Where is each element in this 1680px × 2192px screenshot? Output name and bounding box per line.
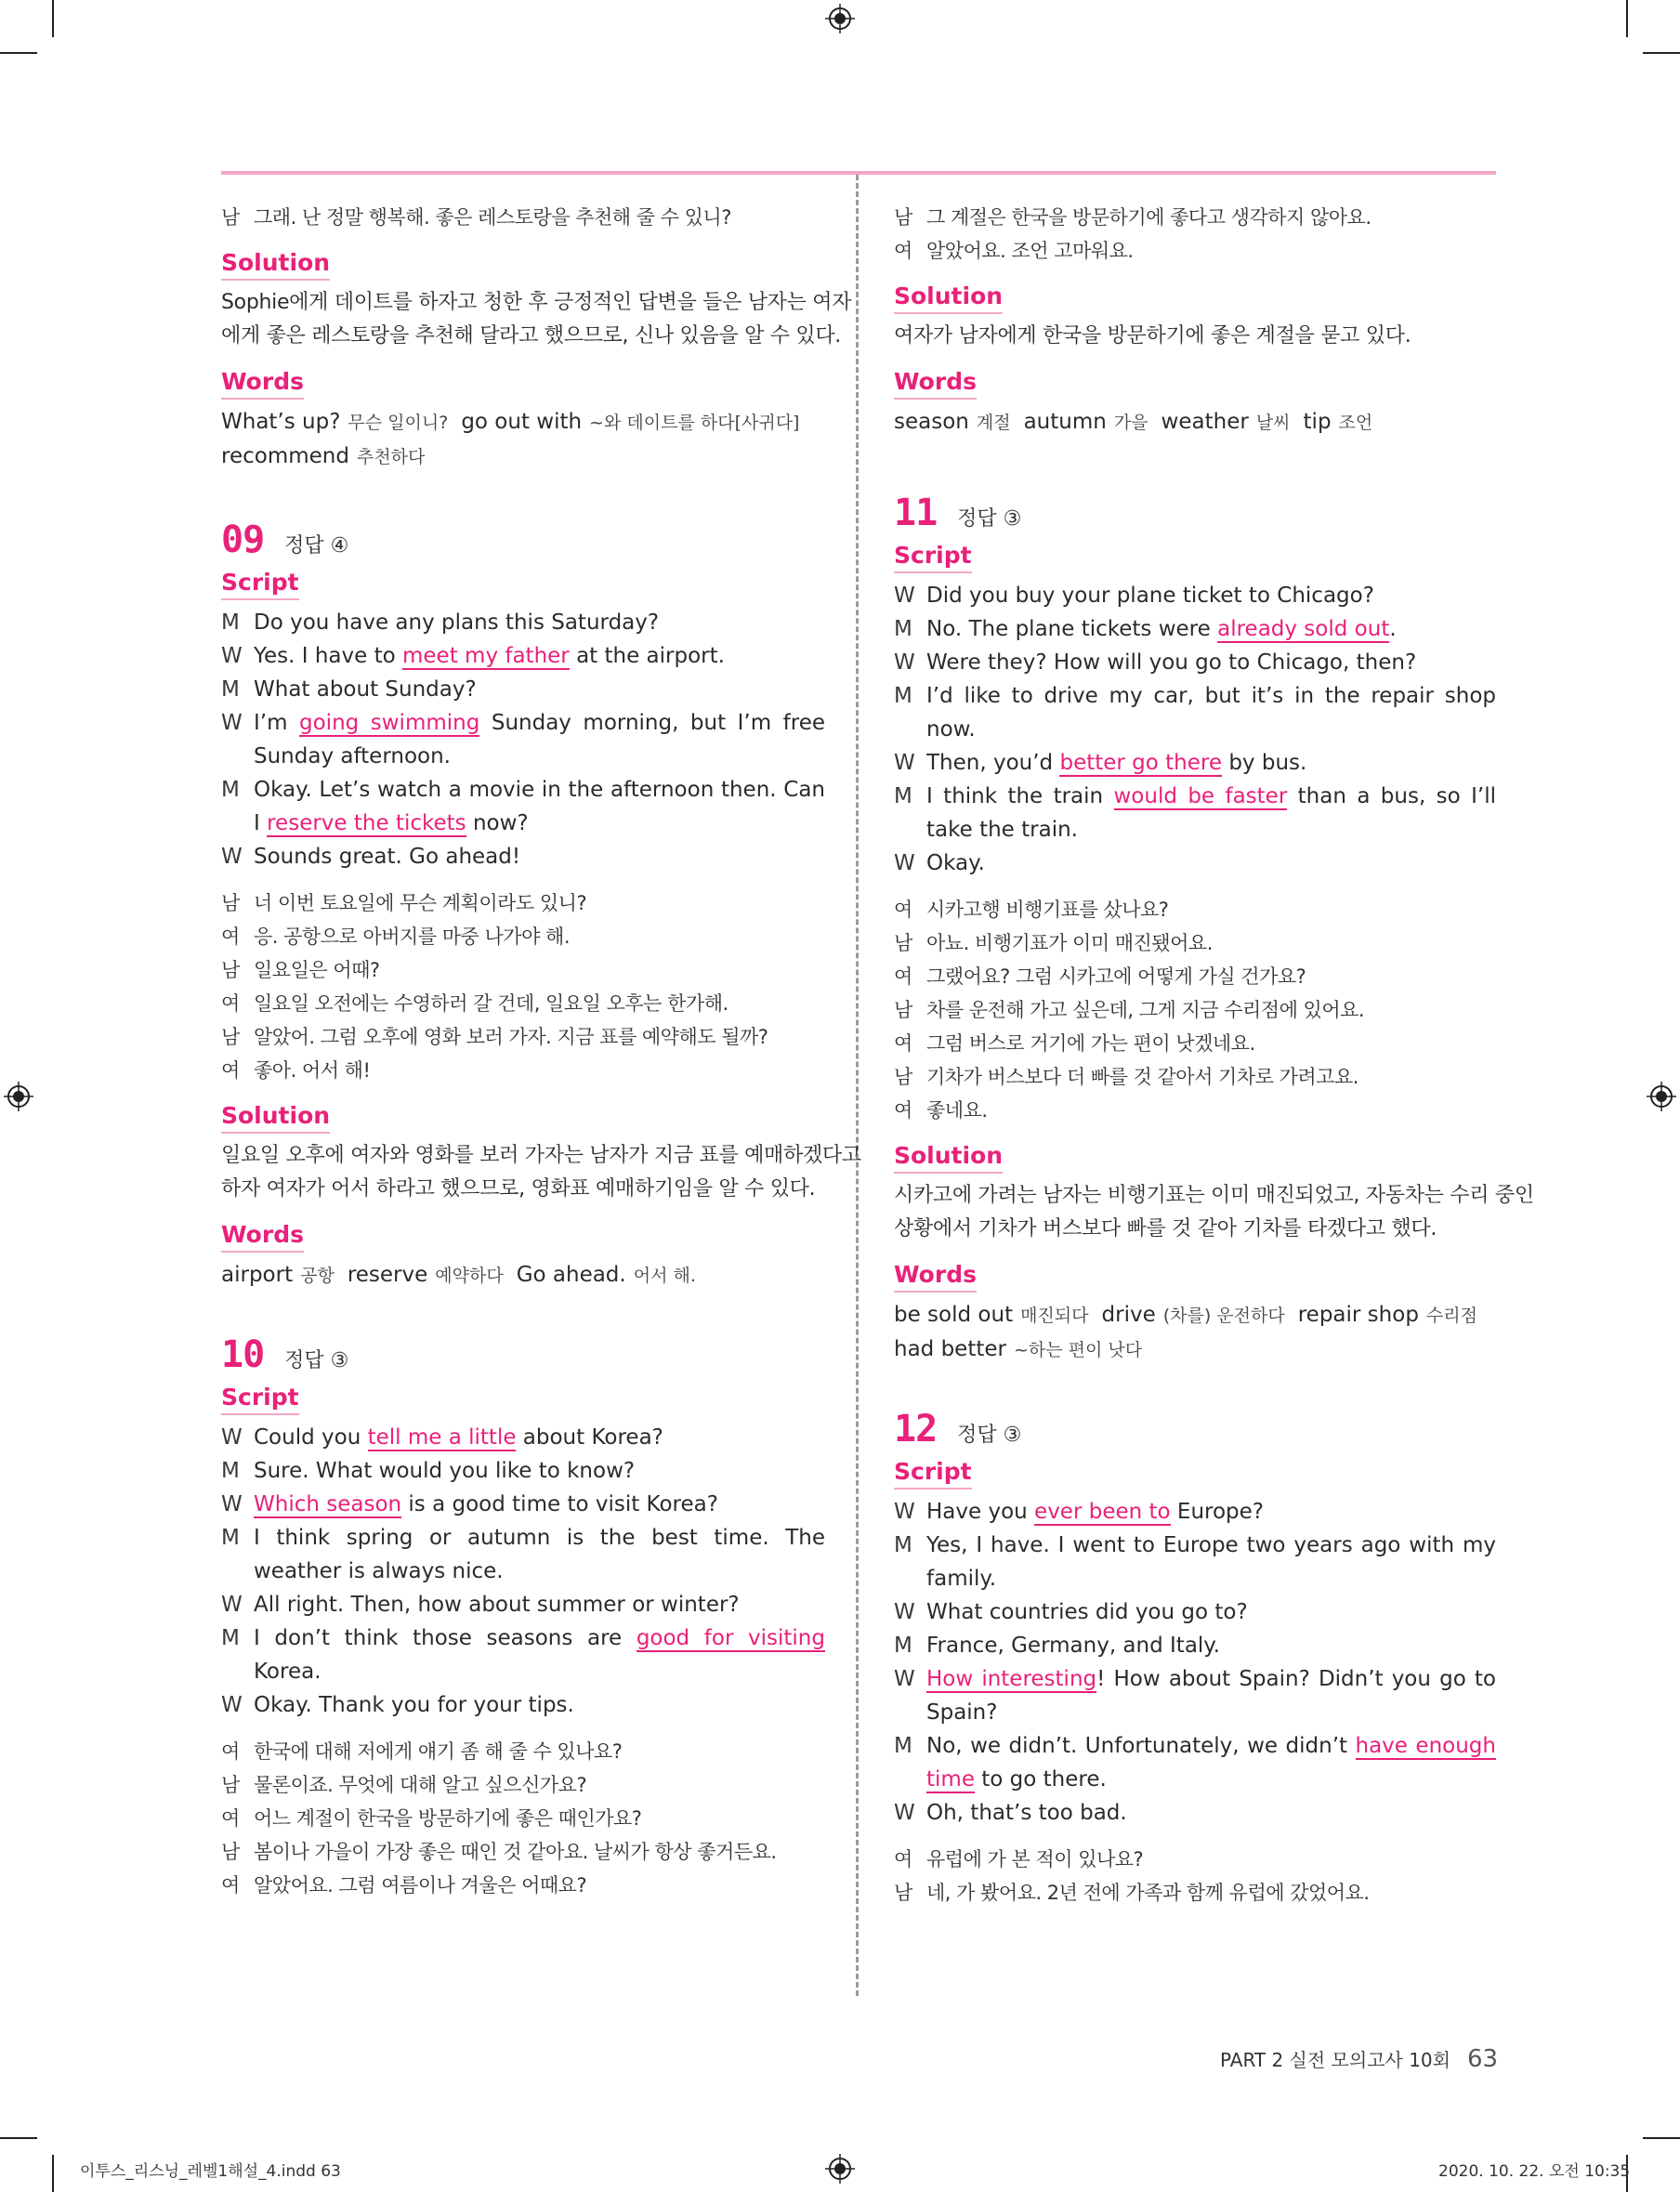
speaker-label: 여: [894, 1099, 912, 1122]
translation-line: [221, 1020, 825, 1054]
solution-text: [894, 320, 1496, 353]
text-run: Korea.: [254, 1660, 322, 1684]
solution-line: 하자 여자가 어서 하라고 했으므로, 영화표 예매하기임을 알 수 있다.: [221, 1177, 816, 1201]
script-line: [221, 673, 825, 706]
word-korean: 매진되다: [1020, 1306, 1089, 1326]
script-line: [894, 579, 1496, 612]
script-line: [894, 746, 1496, 780]
solution-line: 여자가 남자에게 한국을 방문하기에 좋은 계절을 묻고 있다.: [894, 324, 1411, 348]
word-korean: (차를) 운전하다: [1162, 1306, 1285, 1326]
script-text: [926, 679, 1496, 746]
translation-line: [221, 886, 825, 920]
text-run: Yes, I have. I went to Europe two years ago with my family.: [926, 1533, 1496, 1591]
text-run: Oh, that’s too bad.: [926, 1801, 1127, 1825]
script-text: [926, 1495, 1496, 1529]
translation-text: 물론이죠. 무엇에 대해 알고 싶으신가요?: [254, 1774, 587, 1796]
highlighted-phrase: reserve the tickets: [267, 811, 466, 835]
script-text: [254, 1688, 825, 1722]
translation-line: [894, 960, 1496, 993]
translation-line: [221, 1768, 825, 1802]
text-run: Sunday morning, but I’m free Sunday afternoon.: [254, 711, 825, 768]
script: [221, 1421, 825, 1722]
crop-mark: [52, 0, 54, 37]
speaker-label: M: [221, 677, 240, 702]
speaker-label: 여: [221, 1807, 240, 1830]
column-divider: [856, 175, 859, 1996]
solution-text: [221, 1139, 861, 1206]
translation-line: [221, 201, 825, 234]
script-line: [894, 1662, 1496, 1729]
script-text: [926, 646, 1496, 679]
question-header: [894, 1406, 1496, 1452]
top-rule: [221, 171, 1496, 175]
words-label: Words: [894, 1259, 977, 1293]
highlighted-phrase: going swimming: [299, 711, 480, 735]
word-english: had better: [894, 1337, 1006, 1361]
translation-text: 기차가 버스보다 더 빠를 것 같아서 기차로 가려고요.: [926, 1066, 1358, 1088]
highlighted-phrase: meet my father: [402, 644, 570, 668]
answer-label: 정답 ③: [284, 1349, 349, 1372]
script-line: [221, 1488, 825, 1521]
script-text: [926, 1529, 1496, 1595]
translation-line: [894, 234, 1496, 268]
translation-text: 일요일 오전에는 수영하러 갈 건데, 일요일 오후는 한가해.: [254, 992, 728, 1015]
speaker-label: M: [894, 784, 912, 808]
text-run: France, Germany, and Italy.: [926, 1634, 1220, 1658]
word-english: recommend: [221, 444, 349, 468]
translation-text: 응. 공항으로 아버지를 마중 나가야 해.: [254, 925, 571, 948]
word-english: be sold out: [894, 1303, 1014, 1327]
text-run: What countries did you go to?: [926, 1600, 1248, 1624]
translation-text: 알았어요. 조언 고마워요.: [926, 240, 1134, 262]
word-english: autumn: [1023, 410, 1107, 434]
script-line: [894, 612, 1496, 646]
speaker-label: 여: [894, 1848, 912, 1870]
word-korean: 어서 해.: [633, 1266, 696, 1286]
crop-mark: [0, 52, 37, 54]
text-run: I’d like to drive my car, but it’s in the repair shop now.: [926, 684, 1496, 742]
text-run: What about Sunday?: [254, 677, 477, 702]
translation-text: 너 이번 토요일에 무슨 계획이라도 있니?: [254, 892, 587, 914]
text-run: Okay.: [926, 851, 985, 875]
speaker-label: 여: [894, 1032, 912, 1055]
speaker-label: W: [894, 1500, 915, 1524]
text-run: I think spring or autumn is the best time. The weather is always nice.: [254, 1526, 825, 1583]
translation-line: [221, 1802, 825, 1835]
word-english: go out with: [461, 410, 583, 434]
text-run: All right. Then, how about summer or winter?: [254, 1593, 740, 1617]
registration-mark-icon: [825, 2154, 855, 2184]
speaker-label: 여: [221, 1059, 240, 1082]
text-run: at the airport.: [569, 644, 725, 668]
translation-line: [221, 987, 825, 1020]
translation-line: [221, 1869, 825, 1902]
intro-translation: [894, 201, 1496, 268]
script-line: [894, 1595, 1496, 1629]
text-run: Yes. I have to: [254, 644, 402, 668]
question-header: [221, 1332, 825, 1378]
translation-line: [894, 201, 1496, 234]
highlighted-phrase: would be faster: [1113, 784, 1288, 808]
word-korean: 계절: [976, 413, 1011, 433]
highlighted-phrase: have enough time: [926, 1734, 1496, 1792]
translation-line: [894, 1094, 1496, 1127]
script-text: [254, 706, 825, 773]
speaker-label: 남: [221, 959, 240, 981]
speaker-label: 남: [221, 206, 240, 229]
speaker-label: M: [894, 1634, 912, 1658]
speaker-label: 남: [221, 1774, 240, 1796]
speaker-label: 남: [894, 1066, 912, 1088]
script-text: [254, 1421, 825, 1454]
text-run: Have you: [926, 1500, 1035, 1524]
solution-label: Solution: [894, 1140, 1003, 1174]
speaker-label: W: [221, 644, 243, 668]
text-run: about Korea?: [516, 1425, 663, 1450]
script-line: [894, 1529, 1496, 1595]
script-text: [926, 1662, 1496, 1729]
speaker-label: W: [894, 650, 915, 675]
answer-label: 정답 ③: [957, 507, 1022, 531]
solution-line: 상황에서 기차가 버스보다 빠를 것 같아 기차를 타겠다고 했다.: [894, 1217, 1437, 1240]
word-korean: 추천하다: [356, 447, 426, 467]
translation-text: 그 계절은 한국을 방문하기에 좋다고 생각하지 않아요.: [926, 206, 1372, 229]
speaker-label: W: [221, 1492, 243, 1516]
word-english: season: [894, 410, 969, 434]
page-footer: [1220, 2045, 1498, 2073]
word-korean: 예약하다: [435, 1266, 504, 1286]
speaker-label: 여: [221, 1740, 240, 1763]
translation-text: 좋네요.: [926, 1099, 988, 1122]
script-line: [894, 679, 1496, 746]
words-line: [221, 440, 825, 474]
left-column: [221, 201, 861, 1902]
translation-line: [221, 1735, 825, 1768]
crop-mark: [52, 2155, 54, 2192]
translation-line: [894, 1843, 1496, 1876]
speaker-label: W: [894, 1600, 915, 1624]
translation: [221, 886, 825, 1087]
script-text: [254, 773, 825, 840]
script-line: [894, 1796, 1496, 1830]
answer-label: 정답 ④: [284, 534, 349, 558]
text-run: now?: [466, 811, 529, 835]
script-line: [894, 1629, 1496, 1662]
crop-mark: [1626, 0, 1628, 37]
question-number: 12: [894, 1408, 938, 1450]
text-run: by bus.: [1222, 751, 1307, 775]
highlighted-phrase: How interesting: [926, 1667, 1097, 1691]
script-line: [894, 1495, 1496, 1529]
translation-text: 유럽에 가 본 적이 있나요?: [926, 1848, 1144, 1870]
script-text: [926, 579, 1496, 612]
script-line: [221, 1454, 825, 1488]
translation-line: [221, 1054, 825, 1087]
speaker-label: M: [221, 778, 240, 802]
page-number: 63: [1466, 2045, 1499, 2073]
speaker-label: M: [894, 684, 912, 708]
text-run: to go there.: [974, 1767, 1107, 1792]
script-text: [926, 746, 1496, 780]
script-line: [221, 840, 825, 873]
text-run: Okay. Let’s watch a movie in the afternoon then. Can I: [254, 778, 825, 835]
speaker-label: 남: [221, 892, 240, 914]
script-text: [926, 1729, 1496, 1796]
solution-line: 일요일 오후에 여자와 영화를 보러 가자는 남자가 지금 표를 예매하겠다고: [221, 1144, 861, 1167]
translation: [221, 1735, 825, 1902]
translation-text: 어느 계절이 한국을 방문하기에 좋은 때인가요?: [254, 1807, 642, 1830]
text-run: Sure. What would you like to know?: [254, 1459, 636, 1483]
script-label: Script: [894, 540, 972, 573]
script-label: Script: [221, 1382, 299, 1415]
speaker-label: W: [894, 1801, 915, 1825]
script-text: [926, 847, 1496, 880]
speaker-label: 여: [894, 240, 912, 262]
answer-label: 정답 ③: [957, 1424, 1022, 1447]
slug-filename: 이투스_리스닝_레벨1해설_4.indd 63: [80, 2162, 341, 2181]
solution-line: 시카고에 가려는 남자는 비행기표는 이미 매진되었고, 자동차는 수리 중인: [894, 1184, 1534, 1207]
speaker-label: 남: [894, 932, 912, 954]
highlighted-phrase: good for visiting: [636, 1626, 825, 1650]
words-line: [894, 405, 1496, 440]
text-run: Did you buy your plane ticket to Chicago?: [926, 584, 1374, 608]
script-text: [926, 780, 1496, 847]
highlighted-phrase: tell me a little: [367, 1425, 517, 1450]
text-run: Then, you’d: [926, 751, 1060, 775]
script-text: [926, 1796, 1496, 1830]
script-line: [221, 606, 825, 639]
script-line: [894, 780, 1496, 847]
script-text: [926, 1595, 1496, 1629]
translation-text: 알았어요. 그럼 여름이나 겨울은 어때요?: [254, 1874, 587, 1897]
translation-text: 알았어. 그럼 오후에 영화 보러 가자. 지금 표를 예약해도 될까?: [254, 1026, 768, 1048]
part-title: PART 2 실전 모의고사 10회: [1220, 2049, 1450, 2071]
speaker-label: 여: [221, 992, 240, 1015]
speaker-label: 여: [221, 1874, 240, 1897]
text-run: No, we didn’t. Unfortunately, we didn’t: [926, 1734, 1356, 1758]
translation-line: [894, 1060, 1496, 1094]
speaker-label: W: [221, 1425, 243, 1450]
script-line: [221, 1621, 825, 1688]
translation-line: [894, 1027, 1496, 1060]
script-text: [926, 1629, 1496, 1662]
highlighted-phrase: better go there: [1059, 751, 1223, 775]
speaker-label: M: [221, 1459, 240, 1483]
words-label: Words: [221, 366, 304, 400]
text-run: than a bus, so I’ll take the train.: [926, 784, 1496, 842]
word-english: Go ahead.: [516, 1263, 626, 1287]
text-run: I don’t think those seasons are: [254, 1626, 637, 1650]
speaker-label: W: [221, 845, 243, 869]
text-run: Europe?: [1170, 1500, 1265, 1524]
speaker-label: M: [221, 1626, 240, 1650]
words-label: Words: [894, 366, 977, 400]
script-line: [221, 639, 825, 673]
text-run: No. The plane tickets were: [926, 617, 1218, 641]
script-text: [254, 1454, 825, 1488]
translation-text: 그럼 버스로 거기에 가는 편이 낫겠네요.: [926, 1032, 1255, 1055]
translation-text: 봄이나 가을이 가장 좋은 때인 것 같아요. 날씨가 항상 좋거든요.: [254, 1841, 777, 1863]
question-number: 09: [221, 518, 265, 561]
speaker-label: W: [221, 1593, 243, 1617]
registration-mark-icon: [1647, 1082, 1676, 1111]
solution-line: 에게 좋은 레스토랑을 추천해 달라고 했으므로, 신나 있음을 알 수 있다.: [221, 324, 841, 348]
word-english: reserve: [347, 1263, 428, 1287]
speaker-label: M: [221, 610, 240, 635]
words-line: [221, 1258, 825, 1293]
word-english: airport: [221, 1263, 294, 1287]
speaker-label: 남: [894, 1882, 912, 1904]
translation-text: 한국에 대해 저에게 얘기 좀 해 줄 수 있나요?: [254, 1740, 623, 1763]
script-text: [254, 840, 825, 873]
question-header: [894, 490, 1496, 536]
script-line: [894, 646, 1496, 679]
translation-text: 아뇨. 비행기표가 이미 매진됐어요.: [926, 932, 1213, 954]
words-line: [221, 405, 825, 440]
speaker-label: M: [894, 617, 912, 641]
crop-mark: [0, 2137, 37, 2139]
word-korean: 조언: [1338, 413, 1373, 433]
script-text: [254, 1488, 825, 1521]
right-column: [894, 201, 1534, 1910]
word-korean: ~하는 편이 낫다: [1013, 1340, 1143, 1360]
script-text: [254, 606, 825, 639]
text-run: Sounds great. Go ahead!: [254, 845, 521, 869]
translation: [894, 893, 1496, 1127]
registration-mark-icon: [825, 4, 855, 33]
script-line: [221, 773, 825, 840]
speaker-label: M: [894, 1533, 912, 1557]
script-text: [254, 673, 825, 706]
word-korean: ~와 데이트를 하다[사귀다]: [589, 413, 800, 433]
script: [221, 606, 825, 873]
translation-text: 차를 운전해 가고 싶은데, 그게 지금 수리점에 있어요.: [926, 999, 1365, 1021]
text-run: .: [1389, 617, 1397, 641]
translation-text: 일요일은 어때?: [254, 959, 380, 981]
words-line: [894, 1298, 1496, 1332]
speaker-label: 남: [894, 999, 912, 1021]
translation-line: [221, 953, 825, 987]
script-line: [221, 706, 825, 773]
speaker-label: W: [894, 751, 915, 775]
word-english: drive: [1101, 1303, 1156, 1327]
translation-line: [894, 893, 1496, 926]
speaker-label: W: [221, 711, 243, 735]
slug-timestamp: 2020. 10. 22. 오전 10:35: [1438, 2162, 1631, 2181]
word-english: weather: [1161, 410, 1249, 434]
question-header: [221, 517, 825, 563]
word-english: tip: [1303, 410, 1332, 434]
word-english: What’s up?: [221, 410, 341, 434]
speaker-label: 여: [894, 965, 912, 988]
text-run: I’m: [254, 711, 300, 735]
question-number: 11: [894, 492, 938, 534]
speaker-label: W: [894, 851, 915, 875]
word-korean: 가을: [1113, 413, 1148, 433]
word-english: repair shop: [1297, 1303, 1419, 1327]
speaker-label: W: [894, 1667, 915, 1691]
text-run: ! How about Spain? Didn’t you go to Spain?: [926, 1667, 1496, 1725]
words-line: [894, 1332, 1496, 1367]
script-label: Script: [221, 567, 299, 600]
script-text: [254, 1521, 825, 1588]
translation-text: 네, 가 봤어요. 2년 전에 가족과 함께 유럽에 갔었어요.: [926, 1882, 1370, 1904]
solution-label: Solution: [894, 281, 1003, 314]
script-line: [221, 1521, 825, 1588]
solution-text: [221, 286, 852, 353]
highlighted-phrase: already sold out: [1217, 617, 1390, 641]
speaker-label: M: [894, 1734, 912, 1758]
translation-text: 좋아. 어서 해!: [254, 1059, 371, 1082]
highlighted-phrase: ever been to: [1034, 1500, 1171, 1524]
speaker-label: 남: [894, 206, 912, 229]
text-run: I think the train: [926, 784, 1114, 808]
word-korean: 수리점: [1425, 1306, 1477, 1326]
speaker-label: M: [221, 1526, 240, 1550]
script-text: [254, 1621, 825, 1688]
translation-line: [894, 993, 1496, 1027]
script-line: [894, 1729, 1496, 1796]
script-line: [221, 1588, 825, 1621]
translation-text: 그래. 난 정말 행복해. 좋은 레스토랑을 추천해 줄 수 있니?: [254, 206, 731, 229]
solution-line: Sophie에게 데이트를 하자고 청한 후 긍정적인 답변을 들은 남자는 여자: [221, 291, 852, 314]
translation-text: 시카고행 비행기표를 샀나요?: [926, 899, 1169, 921]
solution-text: [894, 1179, 1534, 1246]
word-korean: 날씨: [1255, 413, 1291, 433]
translation-line: [221, 1835, 825, 1869]
question-number: 10: [221, 1333, 265, 1376]
word-korean: 무슨 일이니?: [348, 413, 449, 433]
translation-line: [221, 920, 825, 953]
translation-line: [894, 1876, 1496, 1910]
script-text: [926, 612, 1496, 646]
script-text: [254, 639, 825, 673]
speaker-label: 여: [894, 899, 912, 921]
text-run: Okay. Thank you for your tips.: [254, 1693, 574, 1717]
script-line: [894, 847, 1496, 880]
speaker-label: 여: [221, 925, 240, 948]
translation: [894, 1843, 1496, 1910]
script: [894, 1495, 1496, 1830]
words-label: Words: [221, 1219, 304, 1253]
script-label: Script: [894, 1456, 972, 1490]
text-run: Could you: [254, 1425, 368, 1450]
script: [894, 579, 1496, 880]
highlighted-phrase: Which season: [254, 1492, 402, 1516]
text-run: Were they? How will you go to Chicago, then?: [926, 650, 1417, 675]
speaker-label: W: [894, 584, 915, 608]
solution-label: Solution: [221, 247, 330, 281]
script-line: [221, 1688, 825, 1722]
speaker-label: 남: [221, 1841, 240, 1863]
word-korean: 공항: [300, 1266, 335, 1286]
translation-line: [894, 926, 1496, 960]
crop-mark: [1643, 52, 1680, 54]
script-line: [221, 1421, 825, 1454]
registration-mark-icon: [4, 1082, 33, 1111]
crop-mark: [1643, 2137, 1680, 2139]
speaker-label: 남: [221, 1026, 240, 1048]
script-text: [254, 1588, 825, 1621]
text-run: Do you have any plans this Saturday?: [254, 610, 660, 635]
translation-text: 그랬어요? 그럼 시카고에 어떻게 가실 건가요?: [926, 965, 1306, 988]
intro-translation: [221, 201, 825, 234]
speaker-label: W: [221, 1693, 243, 1717]
text-run: is a good time to visit Korea?: [401, 1492, 718, 1516]
solution-label: Solution: [221, 1100, 330, 1134]
